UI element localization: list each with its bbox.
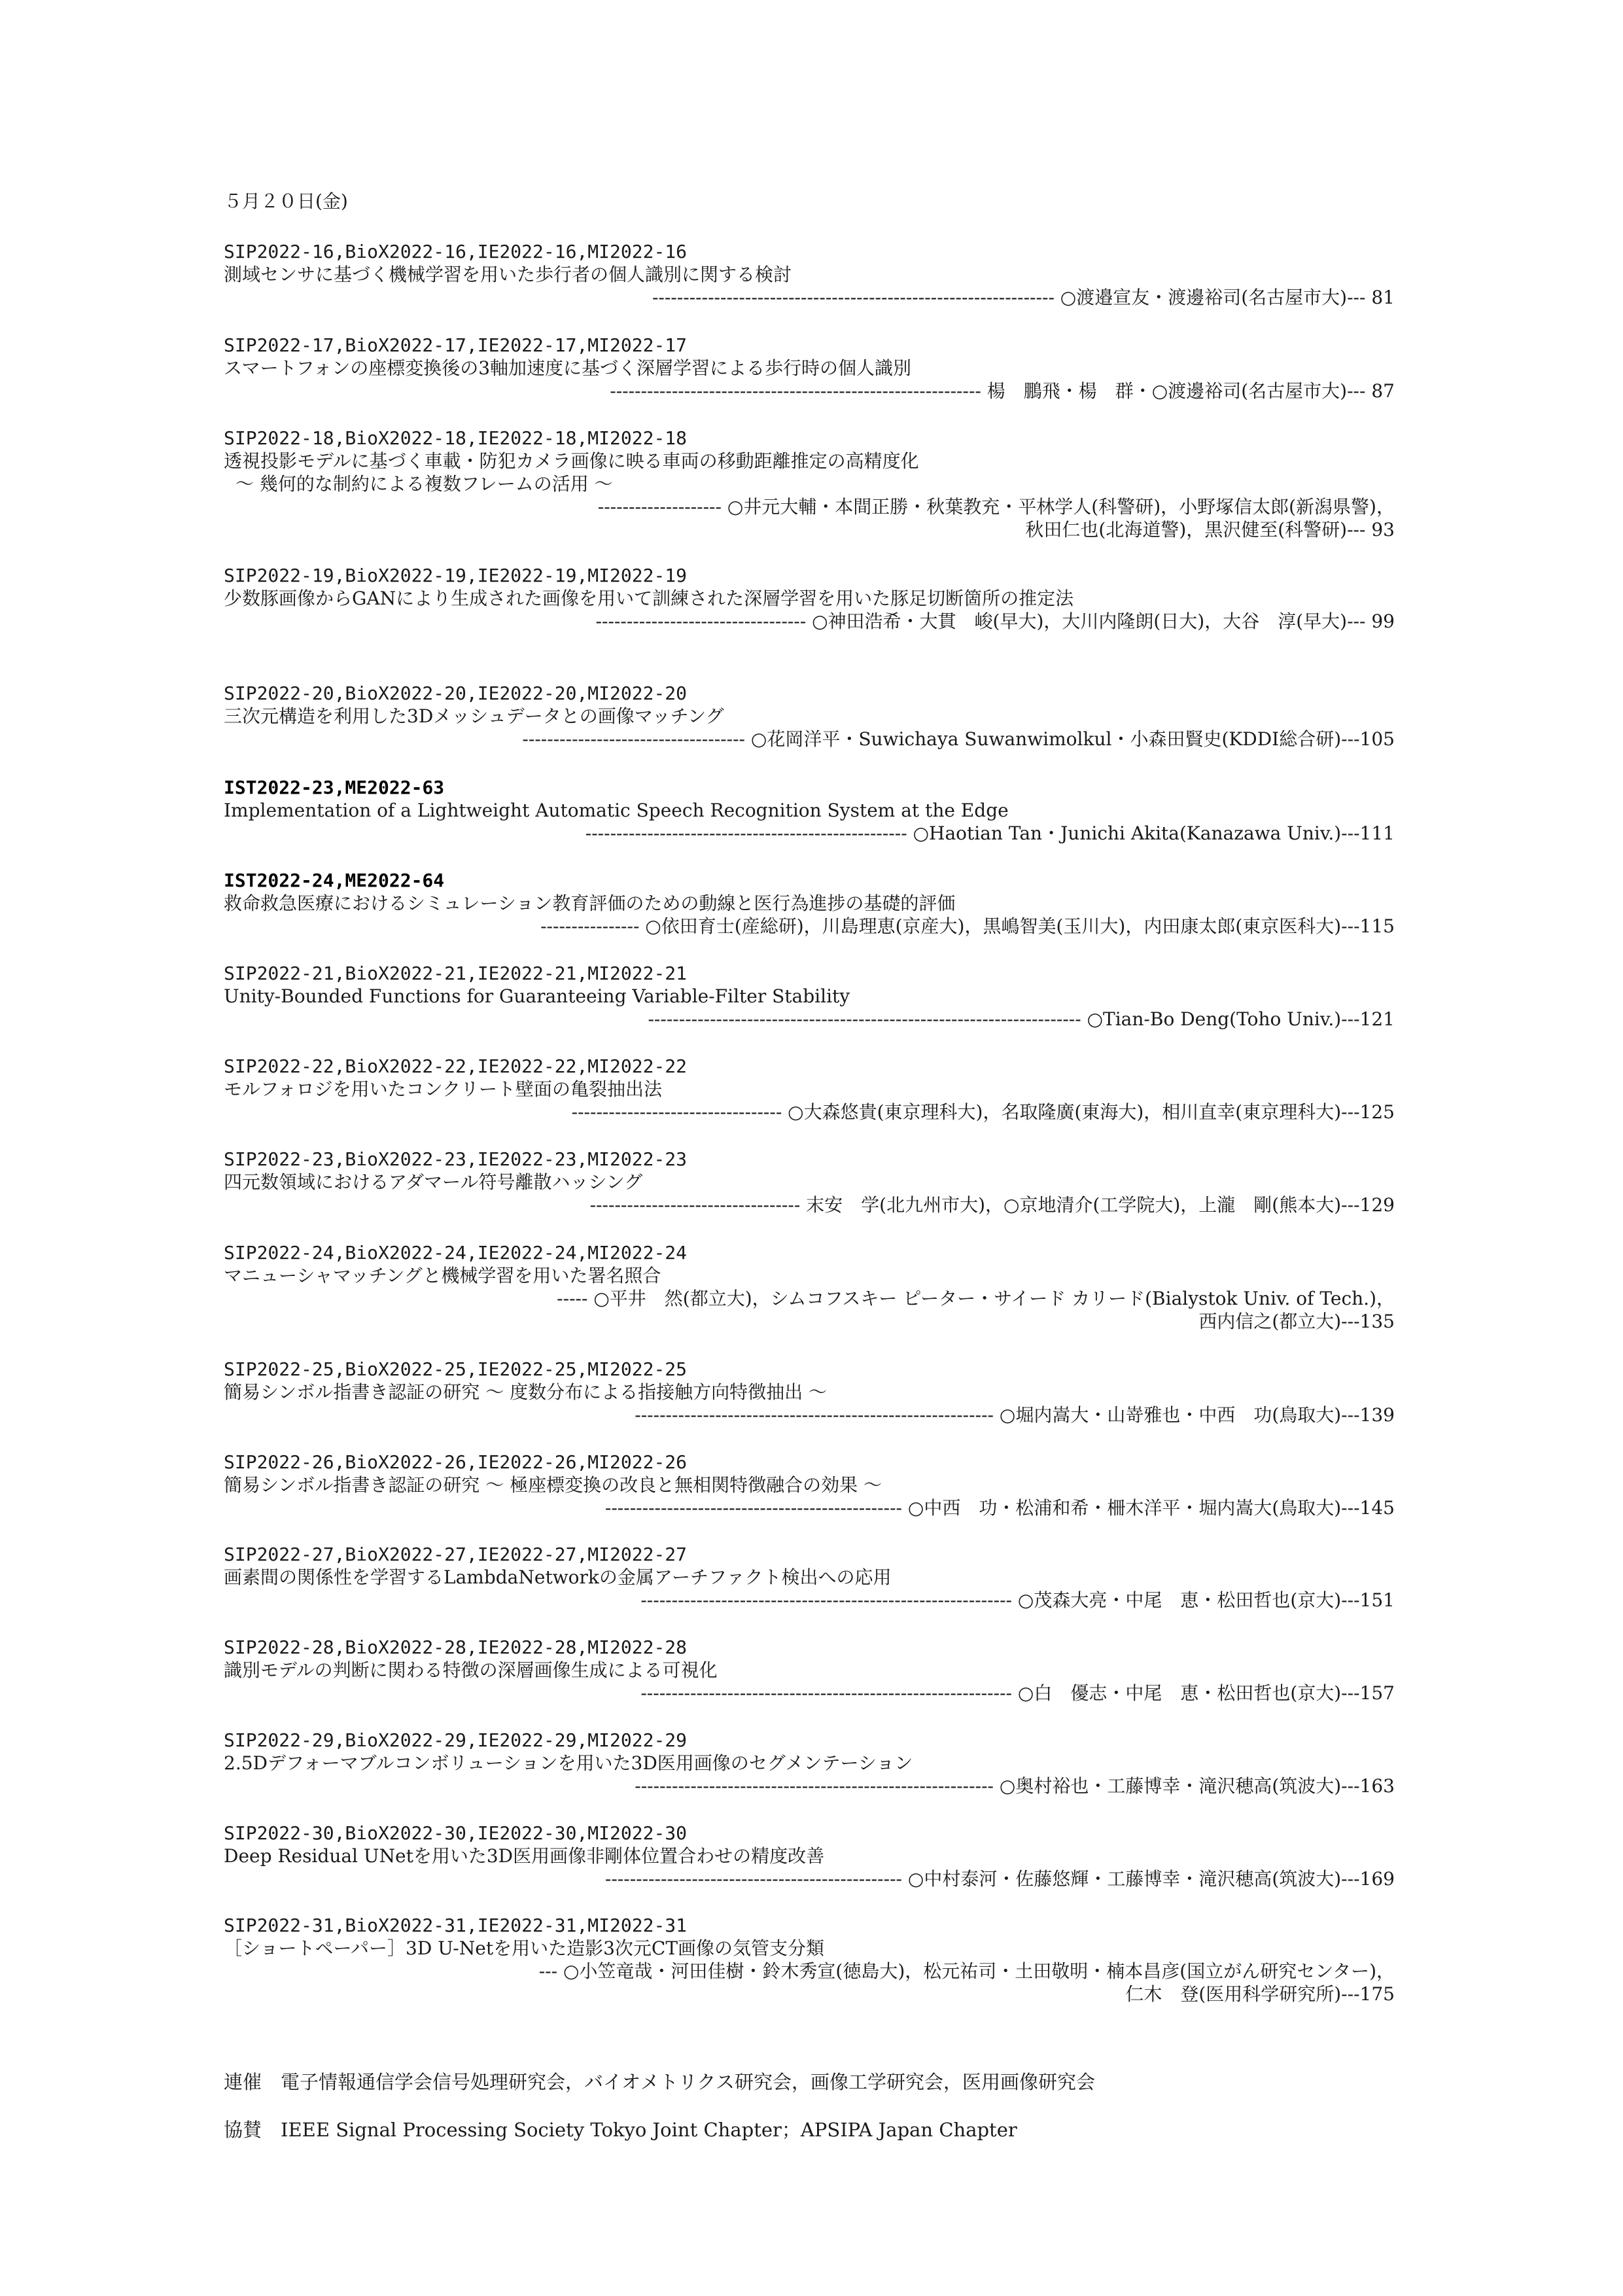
paper-id: SIP2022-21,BioX2022-21,IE2022-21,MI2022-21 [224,963,688,984]
paper-authors: ---------------- ○依田育士(産総研)，川島理恵(京産大)，黒嶋智美(玉川大)，内田康太郎(東京医科大)---115 [540,915,1395,937]
paper-authors: ----------------------------------------------------------------- ○渡邉宣友・渡邊裕司(名古屋市大)--- 81 [652,287,1395,308]
paper-title: 少数豚画像からGANにより生成された画像を用いて訓練された深層学習を用いた豚足切断箇所の推定法 [224,588,1074,609]
paper-authors: ------------------------------------ ○花岡洋平・Suwichaya Suwanwimolkul・小森田賢史(KDDI総合研)---105 [522,728,1395,750]
paper-authors-continued: 仁木 登(医用科学研究所)---175 [1125,1983,1395,2005]
support-line [224,2117,1017,2142]
support-label: 協賛 [224,2119,262,2141]
paper-id: SIP2022-18,BioX2022-18,IE2022-18,MI2022-18 [224,427,688,449]
paper-authors: ---------------------------------------------------------------------- ○Tian-Bo Deng(Toho Univ.)---121 [648,1008,1395,1030]
paper-id: SIP2022-19,BioX2022-19,IE2022-19,MI2022-19 [224,565,688,586]
paper-title: 簡易シンボル指書き認証の研究 ～ 極座標変換の改良と無相関特徴融合の効果 ～ [224,1474,882,1496]
paper-authors: --- ○小笠竜哉・河田佳樹・鈴木秀宣(徳島大)，松元祐司・土田敬明・楠本昌彦(国立がん研究センター)， [538,1960,1395,1982]
paper-authors-continued: 西内信之(都立大)---135 [1198,1311,1395,1332]
paper-title: ［ショートペーパー］3D U-Netを用いた造影3次元CT画像の気管支分類 [224,1937,825,1959]
paper-title: 簡易シンボル指書き認証の研究 ～ 度数分布による指接触方向特徴抽出 ～ [224,1381,828,1403]
paper-authors: ---------------------------------------------------------- ○堀内嵩大・山嵜雅也・中西 功(鳥取大)---139 [635,1404,1395,1426]
paper-title: 識別モデルの判断に関わる特徴の深層画像生成による可視化 [224,1659,718,1681]
paper-title: Implementation of a Lightweight Automatic Speech Recognition System at the Edge [224,800,1009,821]
paper-id: SIP2022-27,BioX2022-27,IE2022-27,MI2022-27 [224,1544,688,1565]
paper-title: Deep Residual UNetを用いた3D医用画像非剛体位置合わせの精度改善 [224,1845,825,1867]
paper-authors: -------------------- ○井元大輔・本間正勝・秋葉教充・平林学人(科警研)，小野塚信太郎(新潟県警)， [597,496,1395,518]
paper-title: 透視投影モデルに基づく車載・防犯カメラ画像に映る車両の移動距離推定の高精度化 [224,450,919,472]
co-host-line [224,2070,1095,2094]
co-host-label: 連催 [224,2071,262,2093]
paper-title: 四元数領域におけるアダマール符号離散ハッシング [224,1171,643,1193]
paper-authors-continued: 秋田仁也(北海道警)，黒沢健至(科警研)--- 93 [1025,519,1395,540]
paper-title: マニューシャマッチングと機械学習を用いた署名照合 [224,1265,661,1286]
paper-authors: ----- ○平井 然(都立大)，シムコフスキー ピーター・サイード カリード(Bialystok Univ. of Tech.)， [557,1288,1395,1309]
paper-title: 2.5Dデフォーマブルコンボリューションを用いた3D医用画像のセグメンテーション [224,1752,913,1774]
paper-id: SIP2022-16,BioX2022-16,IE2022-16,MI2022-16 [224,241,688,262]
paper-id: IST2022-23,ME2022-63 [224,777,445,798]
paper-title: 三次元構造を利用した3Dメッシュデータとの画像マッチング [224,705,724,727]
paper-title: スマートフォンの座標変換後の3軸加速度に基づく深層学習による歩行時の個人識別 [224,357,912,379]
paper-id: SIP2022-30,BioX2022-30,IE2022-30,MI2022-30 [224,1822,688,1844]
paper-authors: ------------------------------------------------ ○中村泰河・佐藤悠輝・工藤博幸・滝沢穂高(筑波大)---169 [604,1868,1395,1890]
paper-authors: ---------------------------------- 末安 学(北九州市大)，○京地清介(工学院大)，上瀧 剛(熊本大)---129 [589,1194,1395,1216]
co-host-text: 電子情報通信学会信号処理研究会，バイオメトリクス研究会，画像工学研究会，医用画像研究会 [281,2071,1096,2093]
paper-title: ～ 幾何的な制約による複数フレームの活用 ～ [236,473,613,495]
paper-id: SIP2022-26,BioX2022-26,IE2022-26,MI2022-26 [224,1451,688,1473]
paper-id: SIP2022-22,BioX2022-22,IE2022-22,MI2022-22 [224,1055,688,1077]
paper-authors: ---------------------------------------------------- ○Haotian Tan・Junichi Akita(Kanazawa Univ.)---111 [585,822,1395,844]
paper-title: モルフォロジを用いたコンクリート壁面の亀裂抽出法 [224,1078,663,1100]
paper-authors: ---------------------------------- ○大森悠貴(東京理科大)，名取隆廣(東海大)，相川直幸(東京理科大)---125 [571,1101,1395,1123]
paper-authors: ------------------------------------------------ ○中西 功・松浦和希・柵木洋平・堀内嵩大(鳥取大)---145 [604,1497,1395,1519]
paper-authors: ------------------------------------------------------------ ○茂森大亮・中尾 恵・松田哲也(京大)---151 [640,1589,1395,1611]
paper-id: SIP2022-29,BioX2022-29,IE2022-29,MI2022-29 [224,1729,688,1751]
paper-authors: ------------------------------------------------------------ ○白 優志・中尾 恵・松田哲也(京大)---157 [640,1682,1395,1704]
paper-id: SIP2022-17,BioX2022-17,IE2022-17,MI2022-17 [224,334,688,356]
paper-id: SIP2022-31,BioX2022-31,IE2022-31,MI2022-31 [224,1915,688,1936]
paper-title: Unity-Bounded Functions for Guaranteeing Variable-Filter Stability [224,985,850,1007]
paper-title: 測域センサに基づく機械学習を用いた歩行者の個人識別に関する検討 [224,264,792,285]
paper-title: 救命救急医療におけるシミュレーション教育評価のための動線と医行為進捗の基礎的評価 [224,892,956,914]
paper-id: SIP2022-28,BioX2022-28,IE2022-28,MI2022-28 [224,1636,688,1658]
paper-title: 画素間の関係性を学習するLambdaNetworkの金属アーチファクト検出への応用 [224,1566,892,1588]
paper-authors: ------------------------------------------------------------ 楊 鵬飛・楊 群・○渡邊裕司(名古屋市大)--- 87 [610,380,1395,402]
paper-id: SIP2022-25,BioX2022-25,IE2022-25,MI2022-25 [224,1358,688,1380]
paper-id: SIP2022-20,BioX2022-20,IE2022-20,MI2022-20 [224,682,688,704]
paper-id: SIP2022-24,BioX2022-24,IE2022-24,MI2022-24 [224,1242,688,1263]
paper-authors: ---------------------------------------------------------- ○奥村裕也・工藤博幸・滝沢穂高(筑波大)---163 [635,1775,1395,1797]
paper-authors: ---------------------------------- ○神田浩希・大貫 峻(早大)，大川内隆朗(日大)，大谷 淳(早大)--- 99 [595,610,1395,632]
paper-id: SIP2022-23,BioX2022-23,IE2022-23,MI2022-23 [224,1148,688,1170]
support-text: IEEE Signal Processing Society Tokyo Joint Chapter；APSIPA Japan Chapter [281,2119,1017,2141]
paper-id: IST2022-24,ME2022-64 [224,870,445,891]
session-date: ５月２０日(金) [224,190,348,212]
